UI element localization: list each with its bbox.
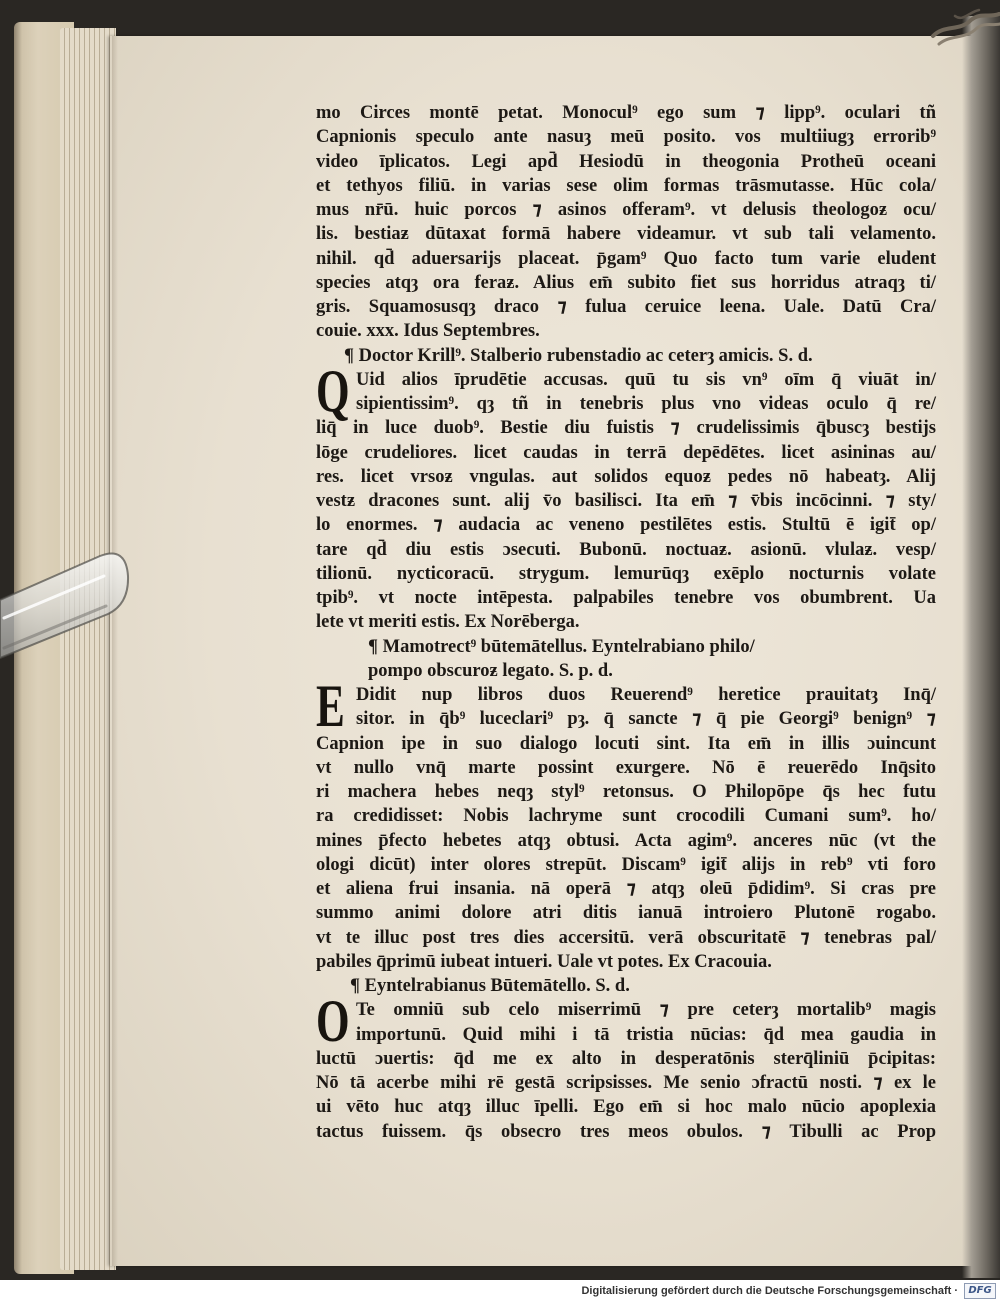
text-line: vt nullo vnq̄ marte possint exurgere. Nō ē reuerēdo Inq̄sito bbox=[316, 757, 936, 778]
text-line: Capnion ipe in suo dialogo locuti sint. Ita em̄ in illis ɔuincunt bbox=[316, 733, 936, 754]
text-line: sipientissim⁹. qȝ tñ in tenebris plus vno videas oculo q̄ re/ bbox=[356, 394, 936, 414]
text-line: pabiles q̄primū iubeat intueri. Uale vt potes. Ex Cracouia. bbox=[316, 951, 772, 972]
text-line: importunū. Quid mihi i tā tristia nūcias: q̄d mea gaudia in bbox=[356, 1024, 936, 1045]
text-line: video īplicatos. Legi apd̄ Hesiodū in theogonia Protheū oceani bbox=[316, 151, 936, 172]
letter-heading: ¶ Doctor Krill⁹. Stalberio rubenstadio ac ceterȝ amicis. S. d. bbox=[344, 345, 813, 366]
text-line: Capnionis speculo ante nasuȝ meū posito. vos multiiugȝ errorib⁹ bbox=[316, 127, 936, 148]
text-line: nihil. qd̄ aduersarijs placeat. p̄gam⁹ Quo facto tum varie eludent bbox=[316, 248, 936, 269]
text-line: gris. Squamosusqȝ draco ⁊ fulua ceruice leena. Uale. Datū Cra/ bbox=[316, 297, 936, 317]
text-line: tpib⁹. vt nocte intēpesta. palpabiles tenebre vos obumbrent. Ua bbox=[316, 588, 936, 608]
digitization-footer bbox=[0, 1280, 1000, 1303]
letter-doctor-krillus bbox=[316, 344, 936, 635]
text-line: couie. xxx. Idus Septembres. bbox=[316, 321, 540, 342]
drop-cap: E bbox=[316, 673, 345, 739]
printed-text-block bbox=[316, 101, 936, 1144]
binding-gutter-shadow bbox=[962, 16, 1000, 1278]
drop-cap: Q bbox=[316, 357, 350, 424]
text-line: mo Circes montē petat. Monocul⁹ ego sum ⁊ lipp⁹. oculari tñ bbox=[316, 103, 936, 123]
binding-thread bbox=[925, 6, 1000, 50]
text-line: ri machera hebes neqȝ styl⁹ retonsus. O Philopōpe q̄s hec futu bbox=[316, 782, 936, 802]
text-line: Te omniū sub celo miserrimū ⁊ pre ceterȝ mortalib⁹ magis bbox=[356, 1000, 936, 1021]
text-line: Uid alios īprudētie accusas. quū tu sis vn⁹ oīm q̄ viuāt in/ bbox=[356, 369, 936, 390]
letter-eyntelrabianus bbox=[316, 974, 936, 1144]
text-line: summo animi dolore atri ditis ianuā introiero Plutonē rogabo. bbox=[316, 903, 936, 924]
text-line: mus nr̄ū. huic porcos ⁊ asinos offeram⁹. vt delusis theologoƶ ocu/ bbox=[316, 200, 936, 220]
text-line: Nō tā acerbe mihi rē gestā scripsisses. Me senio ɔfractū nosti. ⁊ ex le bbox=[316, 1073, 936, 1093]
text-line: species atqȝ ora feraƶ. Alius em̄ subito fiet sus horridus atraqȝ ti/ bbox=[316, 272, 936, 293]
text-line: ui vēto huc atqȝ illuc īpelli. Ego em̄ si hoc malo nūcio apoplexia bbox=[316, 1097, 936, 1118]
letter-continuation bbox=[316, 101, 936, 344]
letter-heading: ¶ Eyntelrabianus Būtemātello. S. d. bbox=[350, 976, 630, 996]
text-line: vt te illuc post tres dies accersitū. verā obscuritatē ⁊ tenebras pal/ bbox=[316, 927, 936, 948]
text-line: tare qd̄ diu estis ɔsecuti. Bubonū. noctuaƶ. asionū. vlulaƶ. vesp/ bbox=[316, 539, 936, 560]
text-line: mines p̄fecto hebetes atqȝ obtusi. Acta agim⁹. anceres nūc (vt the bbox=[316, 830, 936, 851]
text-line: tilionū. nycticoracū. strygum. lemurūqȝ exēplo nocturnis volate bbox=[316, 563, 936, 584]
drop-cap: O bbox=[316, 988, 350, 1055]
text-line: ra credidisset: Nobis lachryme sunt crocodili Cumani sum⁹. ho/ bbox=[316, 806, 936, 827]
text-line: liq̄ in luce duob⁹. Bestie diu fuistis ⁊ crudelissimis q̄buscȝ bestijs bbox=[316, 418, 936, 439]
page-holder-rod bbox=[0, 540, 140, 670]
text-line: ologi dicūt) inter olores strepūt. Discam⁹ igit̄ alijs in reb⁹ vti foro bbox=[316, 854, 936, 875]
text-line: luctū ɔuertis: q̄d me ex alto in desperatōnis sterq̄liniū p̄cipitas: bbox=[316, 1048, 936, 1069]
text-line: lete vt meriti estis. Ex Norēberga. bbox=[316, 612, 580, 633]
text-line: lo enormes. ⁊ audacia ac veneno pestilētes estis. Stultū ē igit̄ op/ bbox=[316, 515, 936, 536]
text-line: sitor. in q̄b⁹ luceclari⁹ pȝ. q̄ sancte ⁊ q̄ pie Georgi⁹ benign⁹ ⁊ bbox=[356, 709, 936, 730]
text-line: lōge crudeliores. licet caudas in terrā depēdētes. licet asininas au/ bbox=[316, 442, 936, 463]
letter-mamotrectus bbox=[316, 635, 936, 975]
funding-credit: Digitalisierung gefördert durch die Deutsche Forschungsgemeinschaft · bbox=[581, 1285, 958, 1297]
text-line: vestƶ dracones sunt. alij v̄o basilisci. Ita em̄ ⁊ v̄bis incōcinni. ⁊ sty/ bbox=[316, 491, 936, 511]
text-line: res. licet vrsoƶ vngulas. aut solidos equoƶ pedes nō habeatȝ. Alij bbox=[316, 466, 936, 487]
text-line: et tethyos filiū. in varias sese olim formas trāsmutasse. Hūc cola/ bbox=[316, 175, 936, 196]
text-line: tactus fuissem. q̄s obsecro tres meos obulos. ⁊ Tibulli ac Prop bbox=[316, 1121, 936, 1142]
text-line: Didit nup libros duos Reuerend⁹ heretice prauitatȝ Inq̄/ bbox=[356, 685, 936, 705]
text-line: lis. bestiaƶ dūtaxat formā habere videamur. vt sub tali velamento. bbox=[316, 224, 936, 245]
letter-heading: ¶ Mamotrect⁹ būtemātellus. Eyntelrabiano philo/ bbox=[368, 636, 755, 657]
dfg-logo[interactable]: DFG bbox=[964, 1283, 996, 1299]
letter-heading: pompo obscuroƶ legato. S. p. d. bbox=[368, 660, 613, 681]
text-line: et aliena frui insania. nā operā ⁊ atqȝ oleū p̄didim⁹. Si cras pre bbox=[316, 879, 936, 899]
